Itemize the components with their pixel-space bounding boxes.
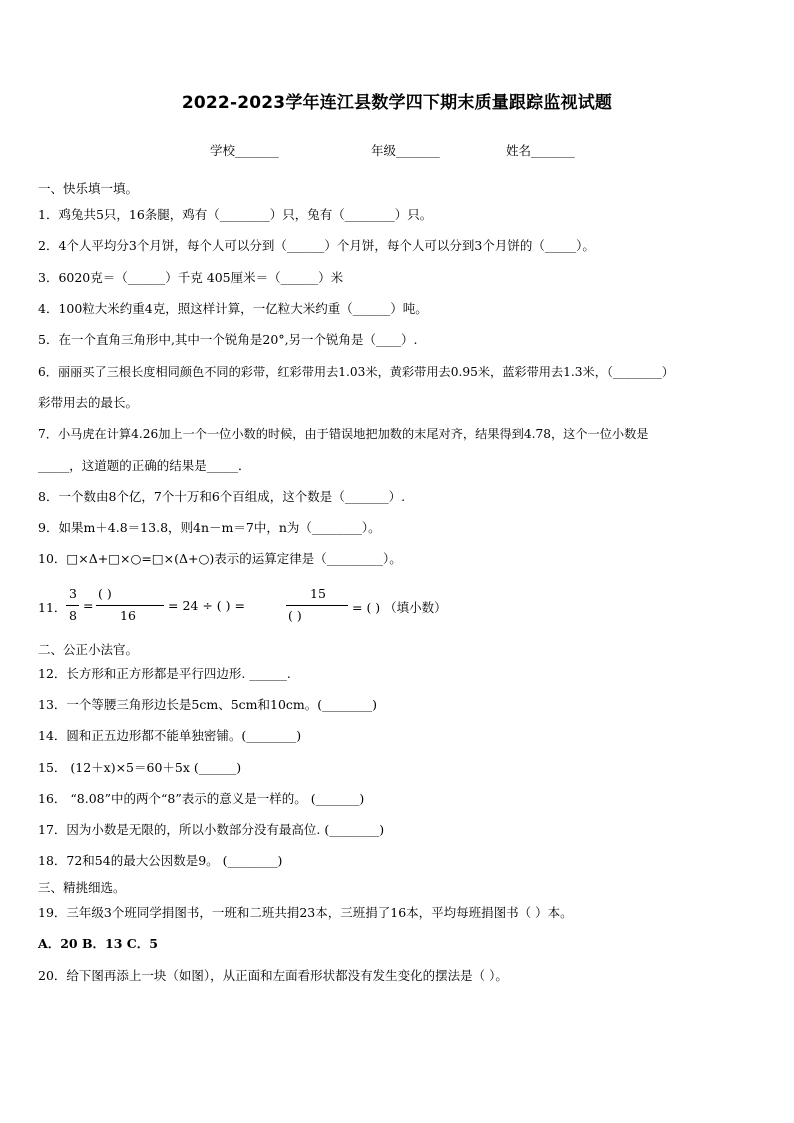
question-12: 12．长方形和正方形都是平行四边形. ______.: [38, 666, 291, 681]
question-10: 10．□×Δ+□×○=□×(Δ+○)表示的运算定律是（_________）。: [38, 551, 402, 566]
fraction-3-denominator: ( ): [288, 608, 302, 623]
question-6-continuation: 彩带用去的最长。: [38, 395, 139, 410]
question-19-options: A．20 B．13 C．5: [38, 936, 158, 951]
question-17: 17．因为小数是无限的，所以小数部分没有最高位. (________): [38, 822, 385, 837]
question-20: 20．给下图再添上一块（如图），从正面和左面看形状都没有发生变化的摆法是（ ）。: [38, 968, 508, 983]
question-2: 2．4个人平均分3个月饼，每个人可以分到（______）个月饼，每个人可以分到3个月饼的（_____）。: [38, 238, 595, 253]
question-11-number: 11．: [38, 600, 67, 615]
fraction-3-numerator: 15: [310, 586, 326, 601]
fraction-1-bar: [66, 605, 79, 606]
question-6: 6．丽丽买了三根长度相同颜色不同的彩带，红彩带用去1.03米，黄彩带用去0.95米，蓝彩带用去1.3米，（________）: [38, 365, 674, 379]
question-13: 13．一个等腰三角形边长是5cm、5cm和10cm。(________): [38, 697, 378, 712]
page-title: 2022-2023学年连江县数学四下期末质量跟踪监视试题: [181, 93, 613, 113]
fraction-1-denominator: 8: [69, 608, 77, 623]
question-19: 19．三年级3个班同学捐图书，一班和二班共捐23本，三班捐了16本，平均每班捐图书（ ）本。: [38, 905, 573, 920]
question-9: 9．如果m＋4.8＝13.8，则4n－m＝7中，n为（________）。: [38, 520, 381, 535]
question-4: 4．100粒大米约重4克，照这样计算，一亿粒大米约重（______）吨。: [38, 301, 428, 316]
fraction-2-denominator: 16: [120, 608, 136, 623]
fraction-2-numerator: ( ): [98, 586, 112, 601]
fraction-1-numerator: 3: [69, 586, 77, 601]
question-5: 5．在一个直角三角形中,其中一个锐角是20°,另一个锐角是（____）.: [38, 332, 418, 347]
question-18: 18．72和54的最大公因数是9。 (________): [38, 853, 283, 868]
fraction-3-bar: [286, 605, 348, 606]
question-14: 14．圆和正五边形都不能单独密铺。(________): [38, 728, 302, 743]
fraction-2-bar: [96, 605, 164, 606]
name-field: 姓名_______: [506, 143, 575, 158]
question-8: 8．一个数由8个亿，7个十万和6个百组成，这个数是（_______）.: [38, 489, 406, 504]
question-3: 3．6020克＝（______）千克 405厘米＝（______）米: [38, 270, 344, 285]
question-7-continuation: _____，这道题的正确的结果是_____．: [38, 458, 251, 473]
section-heading: 二、公正小法官。: [38, 642, 139, 657]
equals-sign: =: [83, 598, 94, 613]
question-16: 16． “8.08”中的两个“8”表示的意义是一样的。 (_______): [38, 791, 365, 806]
section-heading: 三、精挑细选。: [38, 880, 126, 895]
school-field: 学校_______: [210, 143, 279, 158]
question-15: 15． (12＋x)×5＝60＋5x (______): [38, 760, 242, 775]
question-7: 7．小马虎在计算4.26加上一个一位小数的时候，由于错误地把加数的末尾对齐，结果得到4.78，这个一位小数是: [38, 427, 649, 441]
question-1: 1．鸡兔共5只，16条腿，鸡有（________）只，兔有（________）只。: [38, 207, 433, 222]
section-heading: 一、快乐填一填。: [38, 181, 139, 196]
middle-expression: = 24 ÷ ( ) =: [168, 598, 245, 613]
tail-expression: = ( ) （填小数）: [352, 600, 447, 615]
grade-field: 年级_______: [371, 143, 440, 158]
